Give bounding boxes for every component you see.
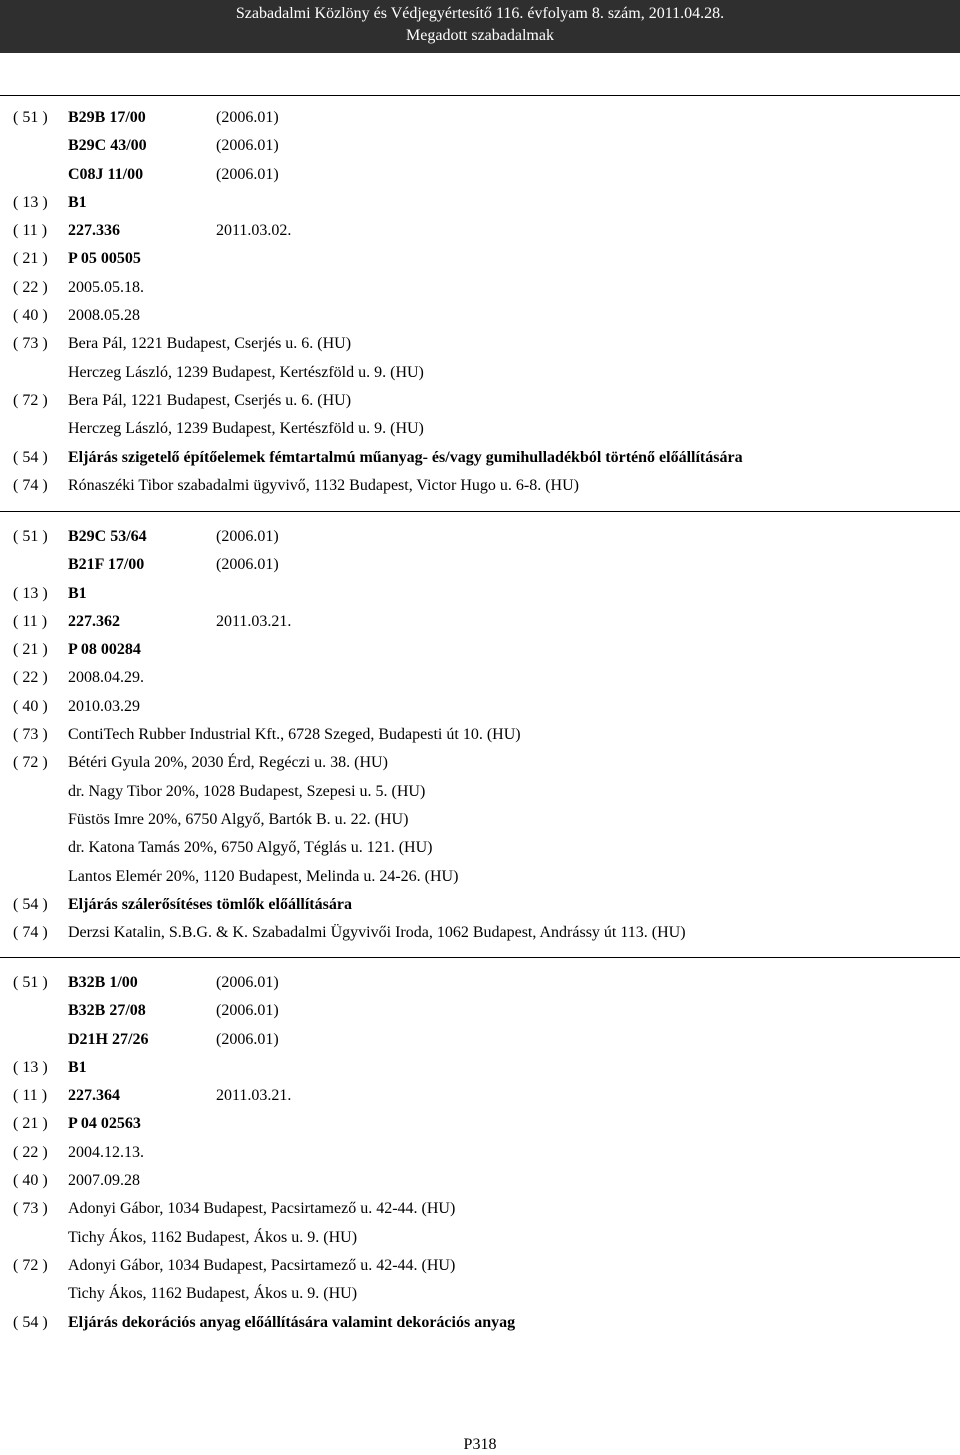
journal-title: Szabadalmi Közlöny és Védjegyértesítő 116. évfolyam 8. szám, 2011.04.28.: [235, 5, 725, 22]
inid-code: ( 73 ): [13, 726, 48, 744]
page-header: [0, 0, 960, 53]
field-value: Herczeg László, 1239 Budapest, Kertészföld u. 9. (HU): [68, 363, 424, 381]
page-number: P318: [463, 1436, 497, 1453]
inid-code: ( 51 ): [13, 974, 48, 991]
entry-row: [0, 1110, 960, 1138]
entry-row: [0, 161, 960, 189]
entry-row: [0, 664, 960, 692]
inid-code: ( 40 ): [13, 1172, 48, 1190]
entry-row: [0, 1026, 960, 1054]
entry-row: [0, 919, 960, 947]
entry-row: [0, 997, 960, 1025]
field-value: B32B 1/00: [68, 974, 138, 991]
field-value: B29C 53/64: [68, 528, 147, 545]
field-value: Herczeg László, 1239 Budapest, Kertészföld u. 9. (HU): [68, 420, 424, 438]
field-secondary: (2006.01): [216, 109, 279, 126]
field-value: Bétéri Gyula 20%, 2030 Érd, Regéczi u. 38. (HU): [68, 754, 388, 772]
entry-row: [0, 1224, 960, 1252]
inid-code: ( 54 ): [13, 895, 48, 913]
entry-row: [0, 806, 960, 834]
entry-row: [0, 359, 960, 387]
field-value: Rónaszéki Tibor szabadalmi ügyvivő, 1132 Budapest, Victor Hugo u. 6-8. (HU): [68, 476, 579, 494]
entry-row: [0, 693, 960, 721]
field-value: 2007.09.28: [68, 1172, 140, 1190]
separator-line: [0, 511, 960, 512]
inid-code: ( 21 ): [13, 250, 48, 268]
entry-row: [0, 863, 960, 891]
field-secondary: (2006.01): [216, 528, 279, 545]
field-value: dr. Katona Tamás 20%, 6750 Algyő, Téglás u. 121. (HU): [68, 839, 433, 857]
inid-code: ( 13 ): [13, 584, 48, 602]
entry-row: [0, 636, 960, 664]
field-value: Derzsi Katalin, S.B.G. & K. Szabadalmi Ügyvivői Iroda, 1062 Budapest, Andrássy út 113. (HU): [68, 924, 686, 942]
inid-code: ( 72 ): [13, 391, 48, 409]
entry-row: [0, 330, 960, 358]
field-value: Tichy Ákos, 1162 Budapest, Ákos u. 9. (HU): [68, 1228, 358, 1246]
entry-row: [0, 580, 960, 608]
entry-row: [0, 523, 960, 551]
entry-row: [0, 1054, 960, 1082]
field-value: Lantos Elemér 20%, 1120 Budapest, Melinda u. 24-26. (HU): [68, 867, 459, 885]
field-value: 227.336: [68, 222, 120, 240]
entry-row: [0, 1139, 960, 1167]
inid-code: ( 11 ): [13, 1087, 48, 1105]
entry-row: [0, 274, 960, 302]
entry-row: [0, 415, 960, 443]
field-value: Bera Pál, 1221 Budapest, Cserjés u. 6. (HU): [68, 391, 352, 409]
entry-row: [0, 217, 960, 245]
inid-code: ( 40 ): [13, 697, 48, 715]
field-value: 227.364: [68, 1087, 120, 1105]
entry-row: [0, 721, 960, 749]
inid-code: ( 22 ): [13, 669, 48, 687]
inid-code: ( 21 ): [13, 1115, 48, 1133]
field-value: 2008.05.28: [68, 307, 140, 325]
entry-row: [0, 749, 960, 777]
field-value: 2004.12.13.: [68, 1143, 144, 1161]
entry-row: [0, 891, 960, 919]
field-value: Eljárás dekorációs anyag előállítására valamint dekorációs anyag: [68, 1313, 516, 1331]
inid-code: ( 11 ): [13, 222, 48, 240]
entry-row: [0, 245, 960, 273]
entry-row: [0, 444, 960, 472]
field-value: Adonyi Gábor, 1034 Budapest, Pacsirtamező u. 42-44. (HU): [68, 1256, 456, 1274]
field-value: B1: [68, 584, 87, 602]
field-value: P 05 00505: [68, 250, 141, 268]
inid-code: ( 11 ): [13, 612, 48, 630]
field-value: 2010.03.29: [68, 697, 140, 715]
entry-row: [0, 189, 960, 217]
field-value: Tichy Ákos, 1162 Budapest, Ákos u. 9. (HU): [68, 1285, 358, 1303]
field-value: B32B 27/08: [68, 1002, 146, 1020]
inid-code: ( 21 ): [13, 641, 48, 659]
inid-code: ( 74 ): [13, 924, 48, 942]
field-value: Eljárás szigetelő építőelemek fémtartalmú műanyag- és/vagy gumihulladékból történő előállítására: [68, 448, 743, 466]
field-value: 2005.05.18.: [68, 278, 144, 296]
inid-code: ( 13 ): [13, 193, 48, 211]
inid-code: ( 54 ): [13, 448, 48, 466]
entry-row: [0, 104, 960, 132]
entry-row: [0, 1309, 960, 1337]
inid-code: ( 73 ): [13, 335, 48, 353]
field-secondary: (2006.01): [216, 1030, 279, 1048]
inid-code: ( 72 ): [13, 1256, 48, 1274]
field-value: B1: [68, 193, 87, 211]
field-value: 227.362: [68, 612, 120, 630]
inid-code: ( 74 ): [13, 476, 48, 494]
entry-row: [0, 1280, 960, 1308]
field-value: P 08 00284: [68, 641, 141, 659]
inid-code: ( 13 ): [13, 1058, 48, 1076]
patent-entry: [0, 104, 960, 500]
field-value: Füstös Imre 20%, 6750 Algyő, Bartók B. u. 22. (HU): [68, 810, 409, 828]
section-title: Megadott szabadalmak: [406, 27, 554, 44]
field-secondary: (2006.01): [216, 974, 279, 991]
field-value: B1: [68, 1058, 87, 1076]
field-secondary: 2011.03.02.: [216, 222, 292, 240]
entry-row: [0, 969, 960, 997]
patent-entry: [0, 523, 960, 947]
separator-line: [0, 95, 960, 96]
inid-code: ( 22 ): [13, 278, 48, 296]
inid-code: ( 54 ): [13, 1313, 48, 1331]
field-secondary: (2006.01): [216, 165, 279, 183]
field-secondary: (2006.01): [216, 137, 279, 155]
field-value: ContiTech Rubber Industrial Kft., 6728 Szeged, Budapesti út 10. (HU): [68, 726, 521, 744]
field-value: C08J 11/00: [68, 165, 144, 183]
field-value: dr. Nagy Tibor 20%, 1028 Budapest, Szepesi u. 5. (HU): [68, 782, 426, 800]
entry-row: [0, 387, 960, 415]
field-value: B29C 43/00: [68, 137, 147, 155]
field-value: B21F 17/00: [68, 556, 145, 574]
field-value: Bera Pál, 1221 Budapest, Cserjés u. 6. (HU): [68, 335, 352, 353]
inid-code: ( 51 ): [13, 528, 48, 545]
field-value: Adonyi Gábor, 1034 Budapest, Pacsirtamező u. 42-44. (HU): [68, 1200, 456, 1218]
field-secondary: 2011.03.21.: [216, 612, 292, 630]
entry-row: [0, 834, 960, 862]
patent-entry: [0, 969, 960, 1337]
inid-code: ( 22 ): [13, 1143, 48, 1161]
field-value: 2008.04.29.: [68, 669, 144, 687]
entry-row: [0, 1082, 960, 1110]
field-value: P 04 02563: [68, 1115, 141, 1133]
entry-row: [0, 551, 960, 579]
inid-code: ( 73 ): [13, 1200, 48, 1218]
field-value: B29B 17/00: [68, 109, 146, 126]
field-secondary: (2006.01): [216, 556, 279, 574]
inid-code: ( 72 ): [13, 754, 48, 772]
entry-row: [0, 608, 960, 636]
entry-row: [0, 132, 960, 160]
entry-row: [0, 1195, 960, 1223]
entry-row: [0, 1167, 960, 1195]
field-value: D21H 27/26: [68, 1030, 149, 1048]
inid-code: ( 40 ): [13, 307, 48, 325]
field-secondary: 2011.03.21.: [216, 1087, 292, 1105]
inid-code: ( 51 ): [13, 109, 48, 126]
entry-row: [0, 302, 960, 330]
entry-row: [0, 472, 960, 500]
entry-row: [0, 778, 960, 806]
separator-line: [0, 957, 960, 958]
entry-row: [0, 1252, 960, 1280]
field-secondary: (2006.01): [216, 1002, 279, 1020]
field-value: Eljárás szálerősítéses tömlők előállítására: [68, 895, 352, 913]
